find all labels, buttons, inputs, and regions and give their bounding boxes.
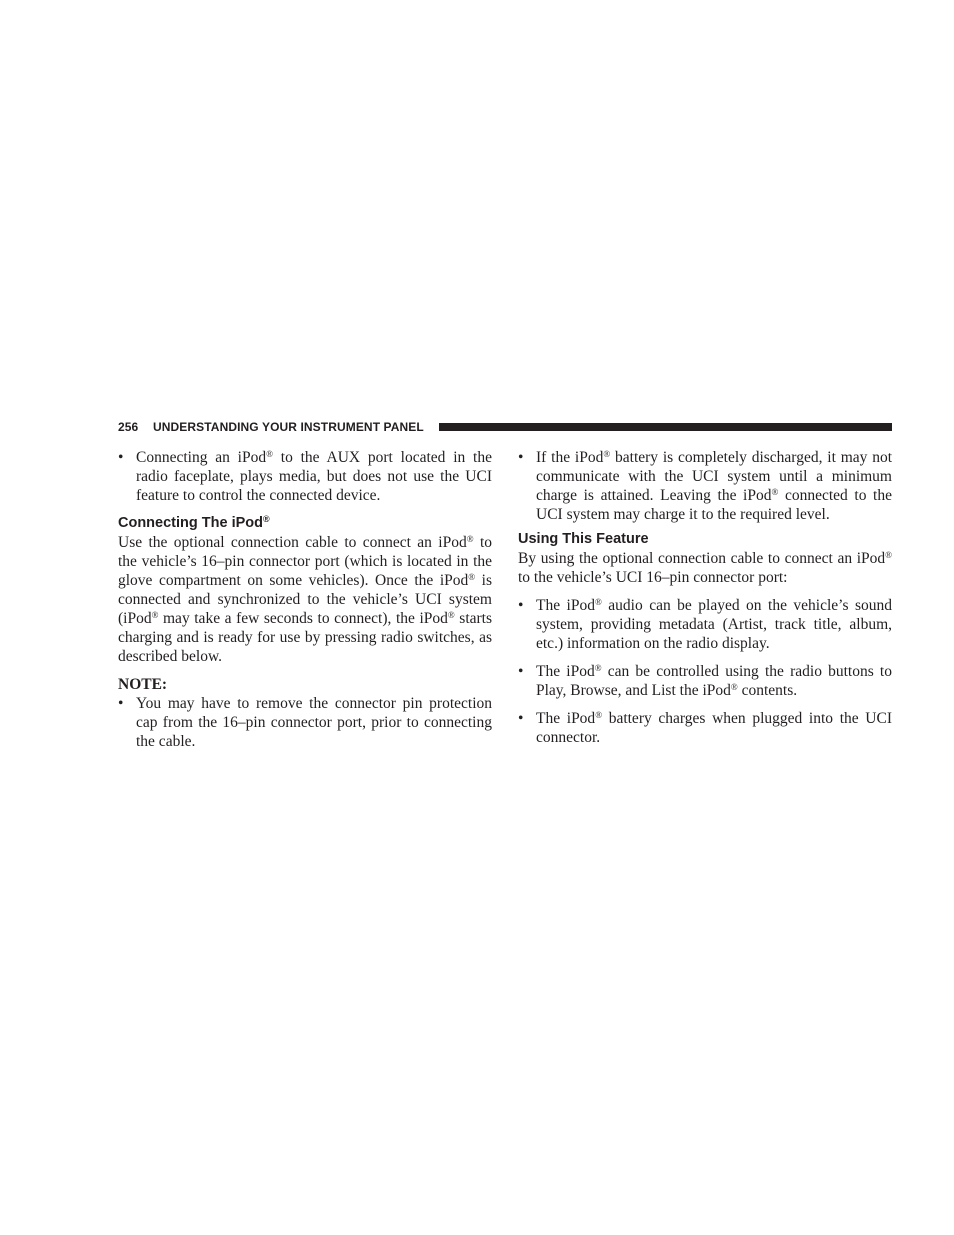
- registered-mark: ®: [266, 449, 273, 459]
- header-rule: [439, 423, 892, 431]
- paragraph-connecting: Use the optional connection cable to connect an iPod® to the vehicle’s 16–pin connector port (which is located in the glove compartment on some vehicles). Once the iPod® is connected and synchronized to the vehicle’s UCI system (iPod® may take a few seconds to connect), the iPod® starts charging and is ready for use by pressing radio switches, as described below.: [118, 534, 493, 665]
- bullet-charges: • The iPod® battery charges when plugged into the UCI connector.: [518, 710, 892, 746]
- heading-connecting: Connecting The iPod®: [118, 514, 270, 531]
- bullet-dot: •: [118, 449, 124, 466]
- bullet-dot: •: [518, 663, 524, 680]
- note-label: NOTE:: [118, 676, 168, 693]
- left-column: [118, 448, 492, 751]
- bullet-dot: •: [518, 449, 524, 466]
- bullet-dot: •: [518, 710, 524, 727]
- bullet-battery-discharged: • If the iPod® battery is completely discharged, it may not communicate with the UCI system until a minimum charge is attained. Leaving the iPod® connected to the UCI system may charge it to the required level.: [518, 449, 893, 523]
- bullet-controlled: • The iPod® can be controlled using the radio buttons to Play, Browse, and List the iPod® contents.: [518, 663, 892, 699]
- section-title: UNDERSTANDING YOUR INSTRUMENT PANEL: [153, 420, 424, 434]
- page-header: [118, 419, 892, 435]
- heading-using: Using This Feature: [518, 531, 649, 547]
- bullet-dot: •: [518, 597, 524, 614]
- bullet-aux-port: • Connecting an iPod® to the AUX port located in the radio faceplate, plays media, but does not use the UCI feature to control the connected device.: [118, 449, 492, 504]
- registered-mark: ®: [263, 514, 270, 524]
- bullet-note: • You may have to remove the connector pin protection cap from the 16–pin connector port, prior to connecting the cable.: [118, 695, 492, 750]
- bullet-audio: • The iPod® audio can be played on the vehicle’s sound system, providing metadata (Artist, track title, album, etc.) information on the radio display.: [518, 597, 893, 652]
- right-column: [518, 448, 892, 747]
- page-number: 256: [118, 420, 139, 434]
- bullet-dot: •: [118, 695, 124, 712]
- paragraph-using: By using the optional connection cable to connect an iPod® to the vehicle’s UCI 16–pin connector port:: [518, 550, 892, 586]
